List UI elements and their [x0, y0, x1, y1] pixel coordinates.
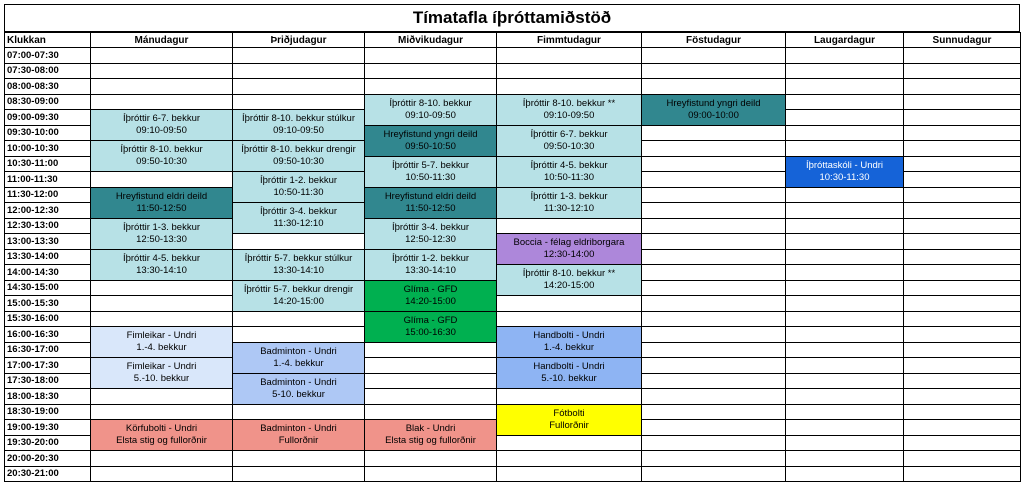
- event-title: Badminton - Undri: [260, 423, 337, 434]
- event-title: Íþróttir 1-2. bekkur: [391, 252, 470, 264]
- schedule-event[interactable]: [364, 280, 497, 312]
- event-title: Blak - Undri: [405, 423, 456, 434]
- time-slot-label: 15:30-16:00: [4, 311, 91, 328]
- empty-cell: [903, 357, 1021, 374]
- event-title: Íþróttir 1-3. bekkur: [122, 221, 201, 233]
- empty-cell: [903, 342, 1021, 359]
- empty-cell: [641, 171, 786, 188]
- event-detail: 09:00-10:00: [688, 109, 739, 121]
- event-detail: 11:30-12:10: [273, 218, 324, 229]
- empty-cell: [903, 450, 1021, 467]
- event-title: Íþróttaskóli - Undri: [805, 159, 884, 171]
- empty-cell: [364, 373, 497, 390]
- event-title: Íþróttir 5-7. bekkur drengir: [243, 283, 354, 295]
- event-detail: 14:20-15:00: [405, 295, 456, 307]
- empty-cell: [641, 280, 786, 297]
- event-title: Íþróttir 3-4. bekkur: [259, 206, 338, 217]
- event-detail: 10:50-11:30: [405, 171, 456, 183]
- empty-cell: [785, 47, 904, 64]
- empty-cell: [232, 404, 365, 421]
- event-detail: 5.-10. bekkur: [541, 373, 597, 384]
- time-column-header: Klukkan: [4, 32, 91, 48]
- schedule-event[interactable]: [496, 156, 642, 188]
- event-detail: 12:50-12:30: [405, 233, 456, 245]
- event-title: Hreyfistund yngri deild: [666, 97, 761, 109]
- schedule-event[interactable]: [364, 94, 497, 126]
- empty-cell: [785, 78, 904, 95]
- schedule-event[interactable]: [496, 357, 642, 389]
- event-title: Íþróttir 8-10. bekkur: [120, 144, 203, 155]
- schedule-event[interactable]: [785, 156, 904, 188]
- time-slot-label: 18:30-19:00: [4, 404, 91, 421]
- empty-cell: [90, 47, 233, 64]
- time-slot-label: 14:00-14:30: [4, 264, 91, 281]
- empty-cell: [903, 218, 1021, 235]
- empty-cell: [496, 78, 642, 95]
- empty-cell: [90, 311, 233, 328]
- empty-cell: [903, 140, 1021, 157]
- event-detail: 13:30-14:10: [273, 264, 324, 276]
- empty-cell: [364, 357, 497, 374]
- schedule-event[interactable]: [90, 357, 233, 389]
- schedule-event[interactable]: [364, 187, 497, 219]
- time-slot-label: 11:00-11:30: [4, 171, 91, 188]
- empty-cell: [785, 94, 904, 111]
- time-slot-label: 20:00-20:30: [4, 450, 91, 467]
- event-title: Badminton - Undri: [260, 376, 337, 388]
- empty-cell: [232, 63, 365, 80]
- event-detail: 1.-4. bekkur: [136, 342, 187, 353]
- empty-cell: [641, 404, 786, 421]
- empty-cell: [496, 311, 642, 328]
- empty-cell: [641, 202, 786, 219]
- event-detail: 15:00-16:30: [405, 326, 456, 338]
- empty-cell: [903, 249, 1021, 266]
- event-detail: 13:30-14:10: [136, 264, 187, 276]
- empty-cell: [785, 264, 904, 281]
- event-detail: 09:50-10:30: [273, 156, 324, 167]
- time-slot-label: 12:30-13:00: [4, 218, 91, 235]
- empty-cell: [903, 373, 1021, 390]
- empty-cell: [641, 466, 786, 483]
- event-title: Íþróttir 1-3. bekkur: [530, 190, 608, 202]
- empty-cell: [641, 373, 786, 390]
- empty-cell: [785, 280, 904, 297]
- schedule-event[interactable]: [364, 156, 497, 188]
- schedule-event[interactable]: [232, 249, 365, 281]
- empty-cell: [641, 125, 786, 142]
- empty-cell: [785, 202, 904, 219]
- schedule-event[interactable]: [232, 342, 365, 374]
- empty-cell: [641, 47, 786, 64]
- empty-cell: [641, 233, 786, 250]
- empty-cell: [903, 311, 1021, 328]
- empty-cell: [641, 435, 786, 452]
- empty-cell: [903, 233, 1021, 250]
- day-header: Fimmtudagur: [496, 32, 642, 48]
- schedule-event[interactable]: [496, 326, 642, 358]
- event-title: Íþróttir 8-10. bekkur stúlkur: [242, 113, 355, 124]
- time-slot-label: 09:30-10:00: [4, 125, 91, 142]
- empty-cell: [903, 47, 1021, 64]
- empty-cell: [903, 202, 1021, 219]
- schedule-event[interactable]: [232, 373, 365, 405]
- empty-cell: [496, 63, 642, 80]
- day-header: Föstudagur: [641, 32, 786, 48]
- schedule-event[interactable]: [364, 125, 497, 157]
- event-detail: 10:30-11:30: [819, 171, 870, 183]
- empty-cell: [641, 63, 786, 80]
- empty-cell: [785, 109, 904, 126]
- empty-cell: [496, 450, 642, 467]
- empty-cell: [903, 404, 1021, 421]
- time-slot-label: 19:30-20:00: [4, 435, 91, 452]
- empty-cell: [785, 249, 904, 266]
- empty-cell: [232, 233, 365, 250]
- schedule-event[interactable]: [364, 311, 497, 343]
- empty-cell: [232, 311, 365, 328]
- empty-cell: [903, 125, 1021, 142]
- day-header: Sunnudagur: [903, 32, 1021, 48]
- empty-cell: [364, 63, 497, 80]
- empty-cell: [232, 466, 365, 483]
- empty-cell: [90, 94, 233, 111]
- event-title: Hreyfistund eldri deild: [384, 190, 477, 202]
- empty-cell: [903, 388, 1021, 405]
- time-slot-label: 18:00-18:30: [4, 388, 91, 405]
- schedule-event[interactable]: [364, 419, 497, 451]
- event-detail: 14:20-15:00: [273, 295, 324, 307]
- schedule-event[interactable]: [90, 419, 233, 451]
- event-detail: 09:50-10:30: [136, 156, 187, 167]
- schedule-event[interactable]: [496, 94, 642, 126]
- page-title: Tímatafla íþróttamiðstöð: [4, 4, 1020, 32]
- event-title: Glíma - GFD: [403, 314, 458, 326]
- event-title: Íþróttir 5-7. bekkur stúlkur: [244, 252, 353, 264]
- empty-cell: [496, 47, 642, 64]
- event-detail: 11:50-12:50: [136, 202, 187, 214]
- event-detail: 09:10-09:50: [543, 109, 595, 121]
- empty-cell: [785, 326, 904, 343]
- event-detail: 09:10-09:50: [273, 125, 324, 136]
- empty-cell: [903, 109, 1021, 126]
- schedule-event[interactable]: [496, 264, 642, 296]
- empty-cell: [785, 140, 904, 157]
- event-title: Íþróttir 8-10. bekkur: [389, 97, 472, 109]
- empty-cell: [641, 140, 786, 157]
- time-slot-label: 07:00-07:30: [4, 47, 91, 64]
- empty-cell: [641, 295, 786, 312]
- empty-cell: [785, 295, 904, 312]
- empty-cell: [641, 156, 786, 173]
- empty-cell: [903, 466, 1021, 483]
- event-detail: Elsta stig og fullorðnir: [385, 435, 476, 446]
- event-detail: 14:20-15:00: [543, 280, 595, 291]
- empty-cell: [496, 388, 642, 405]
- empty-cell: [641, 218, 786, 235]
- empty-cell: [785, 404, 904, 421]
- empty-cell: [903, 280, 1021, 297]
- empty-cell: [90, 388, 233, 405]
- empty-cell: [232, 78, 365, 95]
- event-title: Íþróttir 4-5. bekkur: [530, 159, 608, 171]
- empty-cell: [232, 94, 365, 111]
- empty-cell: [364, 388, 497, 405]
- empty-cell: [785, 357, 904, 374]
- schedule-event[interactable]: [90, 187, 233, 219]
- time-slot-label: 20:30-21:00: [4, 466, 91, 483]
- schedule-event[interactable]: [364, 249, 497, 281]
- empty-cell: [364, 466, 497, 483]
- time-slot-label: 14:30-15:00: [4, 280, 91, 297]
- event-title: Badminton - Undri: [260, 345, 337, 357]
- event-title: Íþróttir 1-2. bekkur: [259, 175, 338, 186]
- empty-cell: [90, 280, 233, 297]
- empty-cell: [496, 435, 642, 452]
- empty-cell: [232, 47, 365, 64]
- empty-cell: [785, 373, 904, 390]
- event-title: Íþróttir 8-10. bekkur drengir: [241, 144, 356, 155]
- schedule-event[interactable]: [232, 202, 365, 234]
- event-detail: 09:50-10:30: [543, 140, 595, 152]
- empty-cell: [641, 388, 786, 405]
- event-detail: Fullorðnir: [549, 419, 589, 431]
- empty-cell: [785, 63, 904, 80]
- event-title: Körfubolti - Undri: [125, 423, 198, 434]
- schedule-event[interactable]: [496, 187, 642, 219]
- schedule-event[interactable]: [90, 109, 233, 141]
- event-title: Fótbolti: [553, 407, 585, 419]
- empty-cell: [90, 63, 233, 80]
- time-slot-label: 12:00-12:30: [4, 202, 91, 219]
- empty-cell: [232, 326, 365, 343]
- empty-cell: [903, 435, 1021, 452]
- day-header: Laugardagur: [785, 32, 904, 48]
- event-title: Boccia - félag eldriborgara: [513, 237, 625, 248]
- empty-cell: [364, 450, 497, 467]
- empty-cell: [785, 311, 904, 328]
- time-slot-label: 13:00-13:30: [4, 233, 91, 250]
- schedule-event[interactable]: [232, 171, 365, 203]
- empty-cell: [641, 311, 786, 328]
- event-detail: 5.-10. bekkur: [133, 373, 190, 384]
- empty-cell: [90, 466, 233, 483]
- empty-cell: [641, 187, 786, 204]
- event-detail: 13:30-14:10: [405, 264, 456, 276]
- event-title: Hreyfistund yngri deild: [383, 128, 478, 140]
- day-header: Mánudagur: [90, 32, 233, 48]
- schedule-event[interactable]: [496, 233, 642, 265]
- empty-cell: [903, 187, 1021, 204]
- time-slot-label: 15:00-15:30: [4, 295, 91, 312]
- time-slot-label: 17:00-17:30: [4, 357, 91, 374]
- empty-cell: [641, 264, 786, 281]
- empty-cell: [641, 342, 786, 359]
- empty-cell: [90, 295, 233, 312]
- empty-cell: [496, 466, 642, 483]
- empty-cell: [903, 78, 1021, 95]
- schedule-event[interactable]: [496, 125, 642, 157]
- empty-cell: [364, 342, 497, 359]
- empty-cell: [496, 295, 642, 312]
- empty-cell: [641, 326, 786, 343]
- event-detail: 10:50-11:30: [543, 171, 594, 183]
- event-detail: 12:50-13:30: [136, 233, 187, 245]
- empty-cell: [785, 388, 904, 405]
- schedule-event[interactable]: [90, 218, 233, 250]
- time-slot-label: 08:30-09:00: [4, 94, 91, 111]
- empty-cell: [785, 435, 904, 452]
- empty-cell: [641, 419, 786, 436]
- empty-cell: [903, 326, 1021, 343]
- event-detail: 5-10. bekkur: [272, 388, 325, 400]
- empty-cell: [785, 450, 904, 467]
- time-slot-label: 10:30-11:00: [4, 156, 91, 173]
- time-slot-label: 17:30-18:00: [4, 373, 91, 390]
- time-slot-label: 09:00-09:30: [4, 109, 91, 126]
- event-detail: 11:50-12:50: [405, 202, 456, 214]
- time-slot-label: 10:00-10:30: [4, 140, 91, 157]
- empty-cell: [496, 218, 642, 235]
- event-detail: 09:10-09:50: [405, 109, 456, 121]
- event-title: Handbolti - Undri: [533, 361, 605, 372]
- event-title: Hreyfistund eldri deild: [115, 190, 208, 202]
- empty-cell: [903, 63, 1021, 80]
- event-detail: 09:50-10:50: [405, 140, 456, 152]
- time-slot-label: 19:00-19:30: [4, 419, 91, 436]
- schedule-event[interactable]: [364, 218, 497, 250]
- event-detail: 1.-4. bekkur: [273, 357, 324, 369]
- empty-cell: [785, 125, 904, 142]
- event-detail: 10:50-11:30: [273, 187, 324, 198]
- schedule-event[interactable]: [232, 280, 365, 312]
- event-title: Handbolti - Undri: [533, 330, 605, 341]
- event-detail: Fullorðnir: [278, 435, 319, 446]
- empty-cell: [90, 171, 233, 188]
- time-slot-label: 13:30-14:00: [4, 249, 91, 266]
- event-detail: 09:10-09:50: [136, 125, 187, 136]
- event-title: Íþróttir 4-5. bekkur: [122, 252, 201, 264]
- event-title: Íþróttir 8-10. bekkur **: [522, 268, 616, 279]
- empty-cell: [90, 450, 233, 467]
- schedule-event[interactable]: [90, 249, 233, 281]
- empty-cell: [785, 466, 904, 483]
- empty-cell: [903, 171, 1021, 188]
- day-header: Miðvikudagur: [364, 32, 497, 48]
- empty-cell: [903, 419, 1021, 436]
- empty-cell: [641, 249, 786, 266]
- event-title: Íþróttir 3-4. bekkur: [391, 221, 470, 233]
- empty-cell: [364, 78, 497, 95]
- schedule-event[interactable]: [90, 140, 233, 172]
- time-slot-label: 16:30-17:00: [4, 342, 91, 359]
- schedule-event[interactable]: [232, 419, 365, 451]
- event-title: Fimleikar - Undri: [126, 361, 197, 372]
- event-title: Íþróttir 6-7. bekkur: [122, 113, 201, 124]
- event-title: Glíma - GFD: [403, 283, 458, 295]
- empty-cell: [903, 264, 1021, 281]
- empty-cell: [364, 404, 497, 421]
- schedule-event[interactable]: [496, 404, 642, 436]
- schedule-event[interactable]: [232, 140, 365, 172]
- empty-cell: [641, 357, 786, 374]
- schedule-event[interactable]: [232, 109, 365, 141]
- empty-cell: [785, 342, 904, 359]
- event-detail: 11:30-12:10: [543, 202, 594, 214]
- empty-cell: [903, 156, 1021, 173]
- event-detail: 1.-4. bekkur: [543, 342, 595, 353]
- event-title: Íþróttir 5-7. bekkur: [391, 159, 470, 171]
- empty-cell: [232, 450, 365, 467]
- empty-cell: [785, 419, 904, 436]
- event-detail: Elsta stig og fullorðnir: [116, 435, 207, 446]
- time-slot-label: 08:00-08:30: [4, 78, 91, 95]
- event-title: Fimleikar - Undri: [126, 330, 197, 341]
- empty-cell: [90, 404, 233, 421]
- event-detail: 12:30-14:00: [543, 249, 595, 260]
- empty-cell: [641, 78, 786, 95]
- empty-cell: [785, 187, 904, 204]
- event-title: Íþróttir 8-10. bekkur **: [522, 97, 616, 109]
- timetable: [4, 4, 1020, 488]
- time-slot-label: 16:00-16:30: [4, 326, 91, 343]
- empty-cell: [903, 94, 1021, 111]
- empty-cell: [903, 295, 1021, 312]
- day-header: Þriðjudagur: [232, 32, 365, 48]
- time-slot-label: 07:30-08:00: [4, 63, 91, 80]
- schedule-event[interactable]: [90, 326, 233, 358]
- empty-cell: [90, 78, 233, 95]
- schedule-event[interactable]: [641, 94, 786, 126]
- empty-cell: [785, 233, 904, 250]
- time-slot-label: 11:30-12:00: [4, 187, 91, 204]
- event-title: Íþróttir 6-7. bekkur: [530, 128, 608, 140]
- empty-cell: [364, 47, 497, 64]
- empty-cell: [785, 218, 904, 235]
- empty-cell: [641, 450, 786, 467]
